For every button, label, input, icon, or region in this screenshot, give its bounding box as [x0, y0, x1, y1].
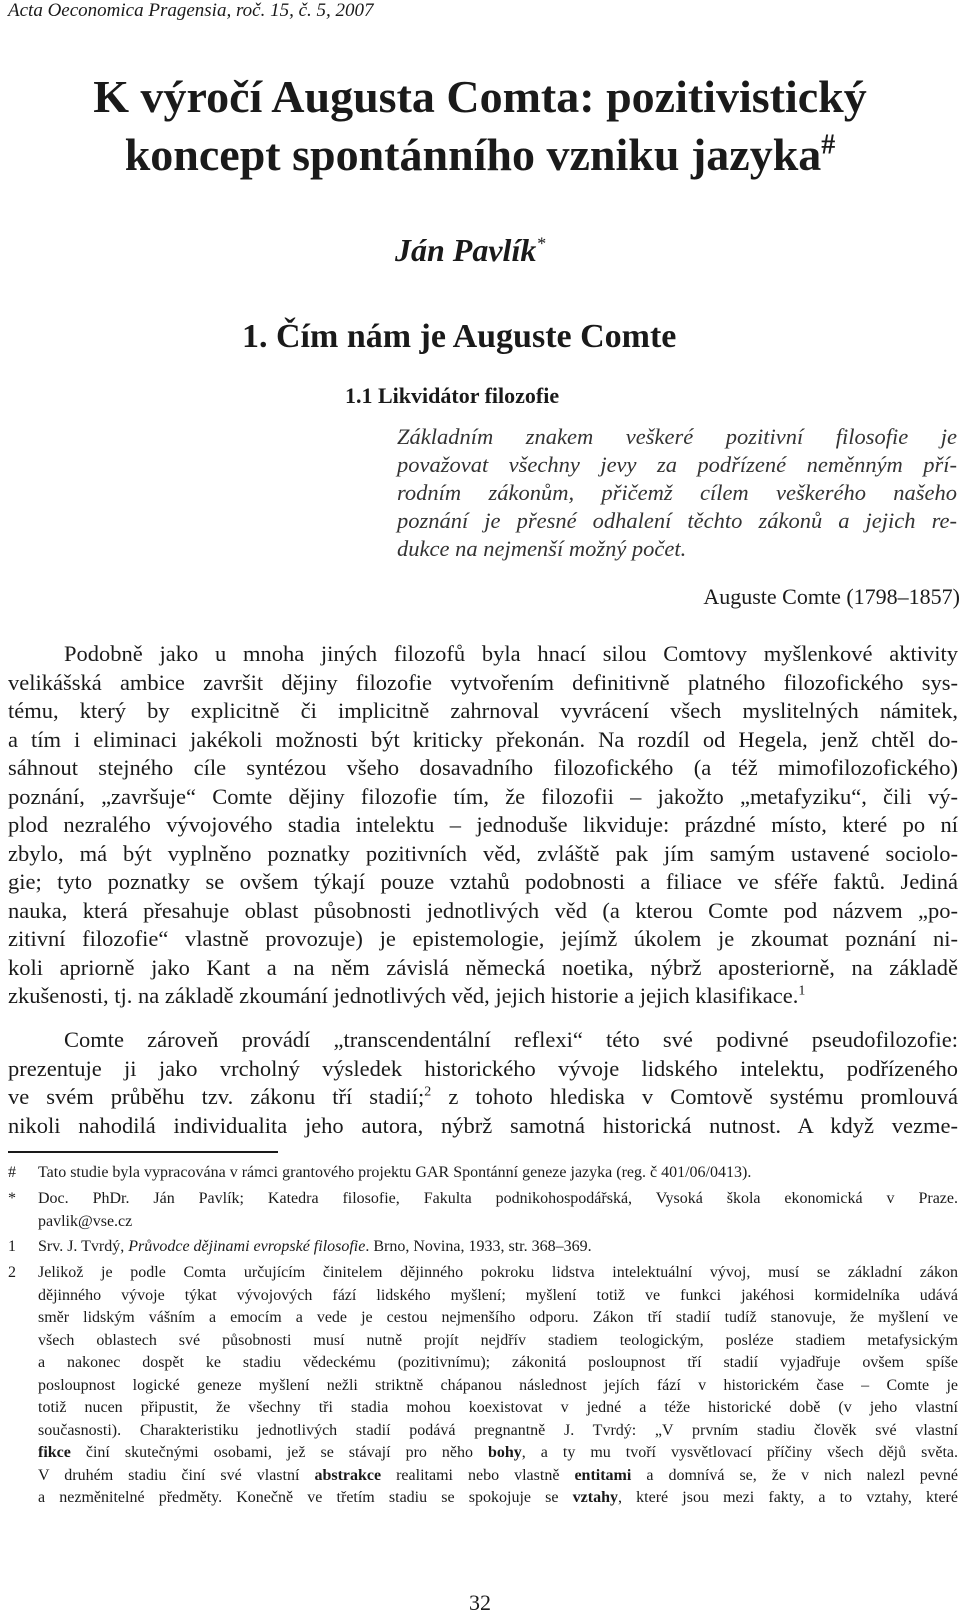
footnote-ref-1: 1: [798, 983, 806, 999]
quote-line: považovat všechny jevy za podřízené neměnným pří-: [397, 452, 957, 477]
footnote-author: * Doc. PhDr. Ján Pavlík; Katedra filosofie, Fakulta podnikohospodářská, Vysoká škola ekonomická v Praze. pavlik@vse.cz: [8, 1188, 958, 1233]
body-line: tému, který by explicitně či implicitně zahrnoval vyvrácení všech myslitelných námitek,: [8, 698, 958, 723]
quote-line: dukce na nejmenší možný počet.: [397, 536, 687, 561]
body-line: gie; tyto poznatky se ovšem týkají pouze vztahů podobnosti a filiace ve sféře faktů. Jediná: [8, 869, 958, 894]
body-line: koli apriorně jako Kant a na něm závislá německá noetika, nýbrž aposteriorně, na základě: [8, 954, 958, 980]
body-line: plod nezralého vývojového stadia intelektu – jednoduše likviduje: prázdné místo, které po ní: [8, 812, 958, 837]
epigraph-quote: [397, 423, 957, 563]
body-line: prezentuje ji jako vrcholný výsledek historického vývoje lidského intelektu, podřízeného: [8, 1055, 958, 1081]
body-line: velikášská ambice završit dějiny filozofie vytvořením definitivně platného filozofického sys-: [8, 669, 958, 695]
body-line: zbylo, má být vyplněno poznatky pozitivních věd, zvláště pak jím samým ustavené sociolo-: [8, 840, 958, 866]
body-paragraph-1: [8, 640, 958, 1011]
footnote-1: 1 Srv. J. Tvrdý, Průvodce dějinami evropské filosofie. Brno, Novina, 1933, str. 368–369.: [8, 1236, 958, 1259]
author-footnote-mark: *: [536, 233, 546, 254]
author-name: Ján Pavlík*: [395, 232, 546, 268]
footnote-mark: *: [8, 1190, 16, 1207]
section-heading-1: 1. Čím nám je Auguste Comte: [242, 318, 677, 355]
quote-attribution: Auguste Comte (1798–1857): [703, 584, 960, 609]
footnote-mark: 1: [8, 1238, 16, 1255]
footnote-mark: #: [8, 1164, 16, 1181]
body-line: ve svém průběhu tzv. zákonu tří stadií;$^2$ z tohoto hlediska v Comtově systému promlouvá: [8, 1084, 958, 1109]
title-footnote-mark: #: [821, 129, 836, 161]
section-heading-1-1: 1.1 Likvidátor filozofie: [345, 383, 560, 408]
footnote-ref-2: 2: [424, 1084, 432, 1100]
journal-header: Acta Oeconomica Pragensia, roč. 15, č. 5, 2007: [8, 0, 374, 21]
page-number: 32: [469, 1590, 491, 1615]
quote-line: rodním zákonům, přičemž cílem veškerého našeho: [397, 480, 957, 505]
body-line: Podobně jako u mnoha jiných filozofů byla hnací silou Comtovy myšlenkové aktivity: [64, 641, 958, 666]
footnote-separator: [8, 1151, 278, 1153]
body-line: a tím i eliminaci jakékoli možnosti být kriticky překonán. Na rozdíl od Hegela, jenž chtěl do-: [8, 726, 958, 752]
quote-line: poznání je přesné odhalení těchto zákonů a jejich re-: [397, 508, 957, 533]
author-email: pavlik@vse.cz: [38, 1212, 133, 1230]
article-title-line2: koncept spontánního vzniku jazyka#: [124, 129, 836, 180]
body-line: sáhnout stejného cíle syntézou všeho dosavadního filozofického (a též mimofilozofického): [8, 755, 958, 780]
quote-line: Základním znakem veškeré pozitivní filosofie je: [397, 424, 957, 449]
article-title-line1: K výročí Augusta Comta: pozitivistický: [93, 71, 867, 122]
body-line: poznání, „završuje“ Comte dějiny filozofie tím, že filozofii – jakožto „metafyziku“, čili vý-: [8, 783, 958, 809]
footnote-2: 2 Jelikož je podle Comta určujícím činitelem dějinného pokroku lidstva intelektuální vývoj, musí se základní zákon dějinného vývoje týkat vývojových fází lidského myšlení; myšlení totiž ve funkci jakéhosi kormidelníka udává směr lidským vášním a emocím a vede je cestou nejmenšího odporu. Zákon tří stadií tudíž stanovuje, že myšlení ve všech oblastech své působnosti musí nutně projít nejdřív stadiem teologickým, posléze stadiem metafysickým a nakonec dospět ke stadiu vědeckému (pozitivnímu); zákonitá posloupnost tří stadií vyjadřuje ovšem spíše posloupnost logické geneze myšlení nežli striktně chápanou následnost jejích fází v historickém čase – Comte je totiž nucen připustit, že všechny tři stadia mohou koexistovat v jedné a téže historické době (v jeho vlastní současnosti). Charakteristiku jednotlivých stadií podává pregnantně J. Tvrdý: „V prvním stadiu člověk své vlastní fikce činí skutečnými osobami, jež se stávají pro něho bohy, a ty mu tvoří vysvětlovací příčiny všech dějů světa. V druhém stadiu činí své vlastní abstrakce realitami nebo vlastně entitami a domnívá se, že v nich nalezl pevné a nezměnitelné předměty. Konečně ve třetím stadiu se spokojuje se vztahy, které jsou mezi fakty, a to vztahy, které: [8, 1264, 958, 1506]
body-line: zitivní filozofie“ vlastně provozuje) je epistemologie, jejímž úkolem je zkoumat poznání ni-: [8, 926, 958, 951]
footnote-mark: 2: [8, 1264, 16, 1281]
body-line: nauka, která přesahuje oblast působnosti jednotlivých věd (a kterou Comte pod názvem „po-: [8, 897, 958, 923]
body-line: Comte zároveň provádí „transcendentální reflexi“ této své podivné pseudofilozofie:: [64, 1027, 958, 1052]
body-line: nikoli nahodilá individualita jeho autora, nýbrž samotná historická nutnost. A když vezme-: [8, 1112, 958, 1138]
body-line: zkušenosti, tj. na základě zkoumání jednotlivých věd, jejich historie a jejich klasifikace.$^1$: [8, 983, 806, 1008]
body-paragraph-2: [8, 1026, 958, 1140]
footnote-title: # Tato studie byla vypracována v rámci grantového projektu GAR Spontánní geneze jazyka (reg. č 401/06/0413).: [8, 1162, 958, 1185]
